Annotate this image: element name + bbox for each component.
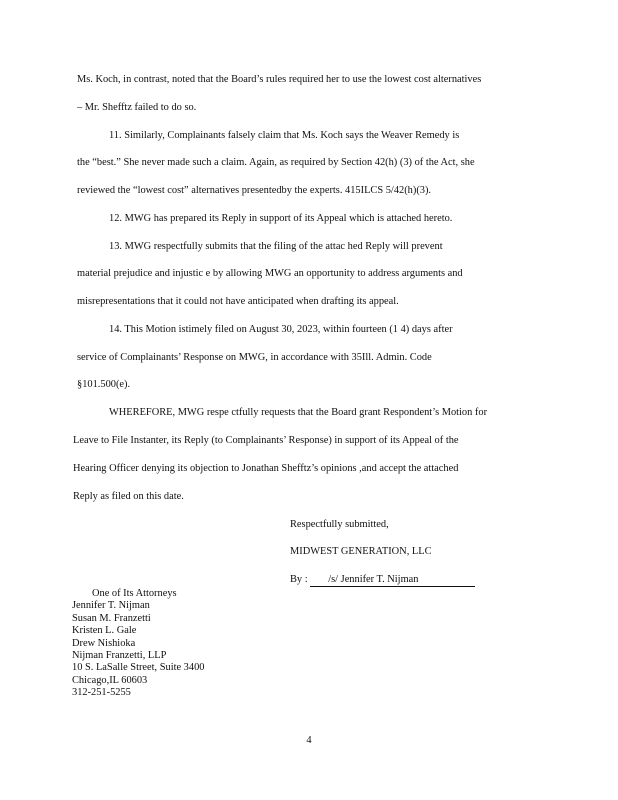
body-line: reviewed the “lowest cost” alternatives presentedby the experts. 415ILCS 5/42(h)(3).	[77, 185, 432, 196]
body-line: – Mr. Shefftz failed to do so.	[77, 102, 197, 113]
signature-by-line	[290, 574, 475, 587]
signature-closing: Respectfully submitted,	[290, 519, 389, 530]
body-line: 11. Similarly, Complainants falsely claim that Ms. Koch says the Weaver Remedy is	[109, 130, 460, 141]
attorney-list-item: Nijman Franzetti, LLP	[72, 650, 167, 662]
attorney-list	[72, 588, 204, 700]
body-line: Reply as filed on this date.	[73, 491, 184, 502]
body-line: Leave to File Instanter, its Reply (to Complainants’ Response) in support of its Appeal of the	[73, 435, 459, 446]
signature-by-name-line	[310, 574, 475, 587]
attorney-list-item: 312-251-5255	[72, 687, 131, 699]
body-line: misrepresentations that it could not have anticipated when drafting its appeal.	[77, 296, 399, 307]
attorney-list-item: Chicago,IL 60603	[72, 674, 148, 686]
attorney-list-item: Kristen L. Gale	[72, 625, 137, 637]
attorney-list-item: Drew Nishioka	[72, 637, 136, 649]
signature-by-label: By :	[290, 574, 308, 585]
body-line: Ms. Koch, in contrast, noted that the Board’s rules required her to use the lowest cost alternatives	[77, 74, 482, 85]
body-line: 12. MWG has prepared its Reply in support of its Appeal which is attached hereto.	[109, 213, 453, 224]
body-line: Hearing Officer denying its objection to Jonathan Shefftz’s opinions ,and accept the attached	[73, 463, 459, 474]
body-line: 13. MWG respectfully submits that the filing of the attac hed Reply will prevent	[109, 241, 443, 252]
attorney-list-item: 10 S. LaSalle Street, Suite 3400	[72, 662, 205, 674]
body-line: service of Complainants’ Response on MWG, in accordance with 35Ill. Admin. Code	[77, 352, 432, 363]
attorney-list-item: Jennifer T. Nijman	[72, 600, 150, 612]
body-line: the “best.” She never made such a claim. Again, as required by Section 42(h) (3) of the Act, she	[77, 157, 475, 168]
body-line: WHEREFORE, MWG respe ctfully requests that the Board grant Respondent’s Motion for	[109, 407, 488, 418]
signature-by-name: /s/ Jennifer T. Nijman	[328, 574, 419, 585]
body-line: material prejudice and injustic e by allowing MWG an opportunity to address arguments and	[77, 268, 463, 279]
body-line: 14. This Motion istimely filed on August 30, 2023, within fourteen (1 4) days after	[109, 324, 453, 335]
page-number: 4	[306, 735, 312, 746]
attorney-list-item: Susan M. Franzetti	[72, 612, 151, 624]
attorney-list-item: One of Its Attorneys	[92, 588, 177, 599]
signature-company: MIDWEST GENERATION, LLC	[290, 546, 432, 557]
body-line: §101.500(e).	[77, 379, 131, 390]
